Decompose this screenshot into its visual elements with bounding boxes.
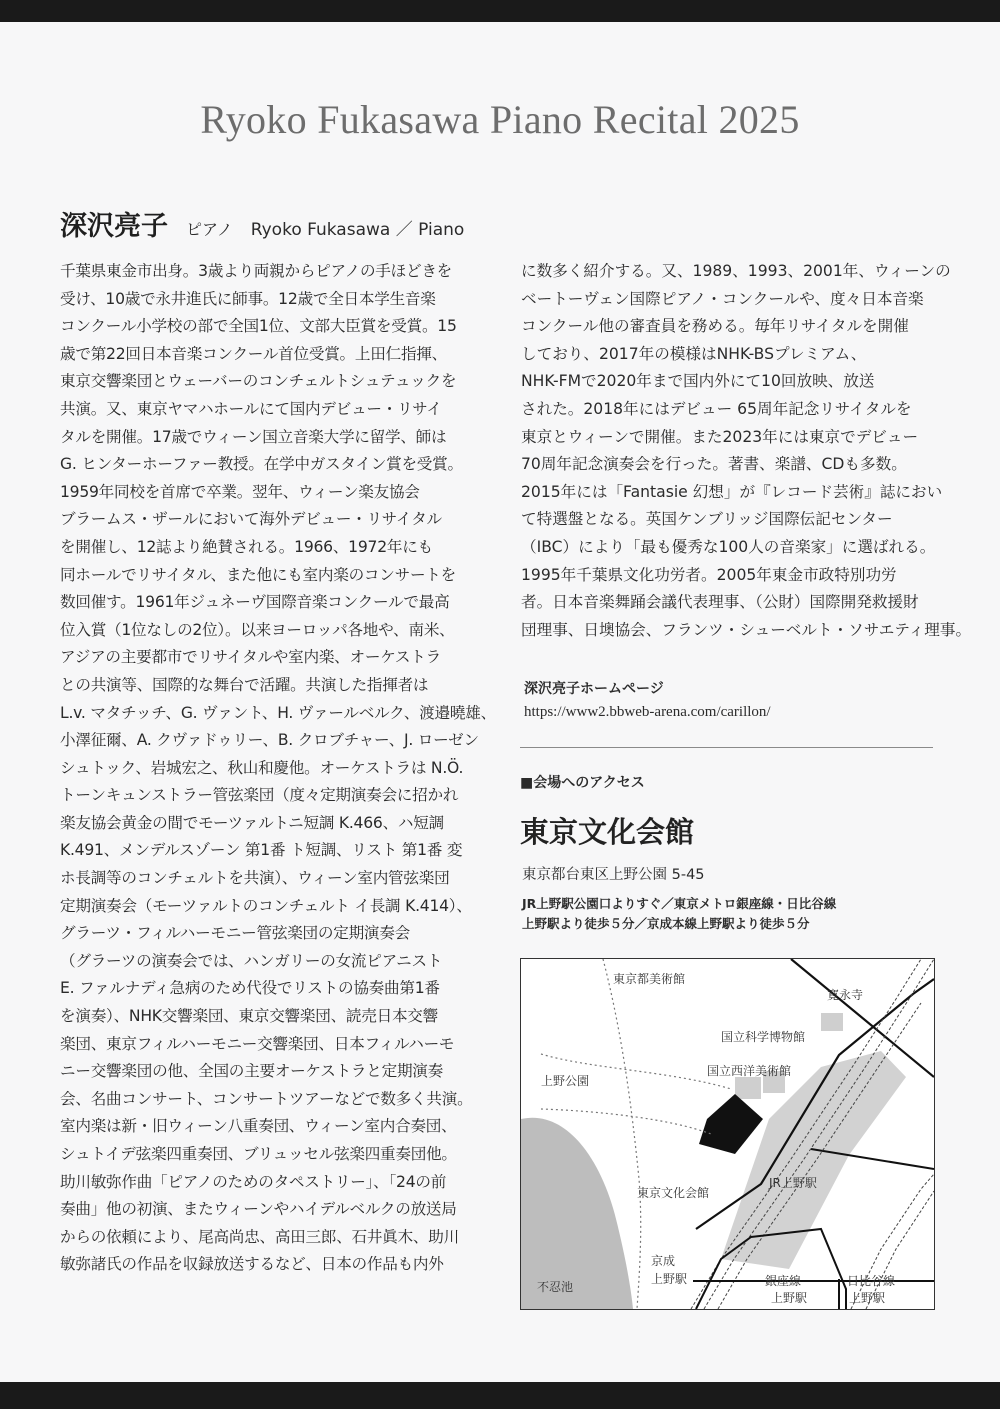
bio-line: NHK-FMで2020年まで国内外にて10回放映、放送 (521, 372, 875, 391)
bio-line: グラーツ・フィルハーモニー管弦楽団の定期演奏会 (60, 924, 410, 943)
map-label-kaneiji: 寛永寺 (827, 988, 864, 1002)
map-label-jr-ueno: JR上野駅 (769, 1176, 817, 1190)
bio-line: 東京交響楽団とウェーバーのコンチェルトシュテュックを (60, 372, 457, 391)
directions-line-1: JR上野駅公園口よりすぐ／東京メトロ銀座線・日比谷線 (522, 896, 837, 911)
bio-line: 数回催す。1961年ジュネーヴ国際音楽コンクールで最高 (60, 593, 450, 612)
artist-name-en: Ryoko Fukasawa ／ Piano (250, 220, 465, 240)
map-drawing (521, 959, 934, 1309)
museum-block (735, 1077, 761, 1099)
bio-column-left (60, 258, 496, 1279)
artist-role-jp: ピアノ (186, 220, 233, 239)
bio-line: シュトック、岩城宏之、秋山和慶他。オーケストラは N.Ö. (60, 758, 464, 777)
bunka-kaikan-building (699, 1094, 763, 1154)
directions-line-2: 上野駅より徒歩５分／京成本線上野駅より徒歩５分 (522, 916, 810, 931)
bio-line: 位入賞（1位なしの2位）。以来ヨーロッパ各地や、南米、 (60, 620, 455, 639)
bio-line: 共演。又、東京ヤマハホールにて国内デビュー・リサイ (60, 399, 442, 418)
map-label-western-art-museum: 国立西洋美術館 (707, 1064, 792, 1078)
bio-line: された。2018年にはデビュー 65周年記念リサイタルを (521, 399, 912, 418)
bio-line: ベートーヴェン国際ピアノ・コンクールや、度々日本音楽 (521, 289, 924, 308)
map-label-keisei-ueno: 京成 (651, 1254, 676, 1268)
bio-line: しており、2017年の模様はNHK-BSプレミアム、 (521, 344, 867, 363)
map-label-hibiya-ueno: 上野駅 (849, 1291, 886, 1305)
map-label-ginza-line: 銀座線 (765, 1274, 802, 1288)
bio-line: からの依頼により、尾高尚忠、高田三郎、石井眞木、助川 (60, 1227, 459, 1246)
bio-line: シュトイデ弦楽四重奏団、ブリュッセル弦楽四重奏団他。 (60, 1145, 457, 1163)
bio-line: 歳で第22回日本音楽コンクール首位受賞。上田仁指揮、 (60, 344, 447, 363)
access-section-label: ■会場へのアクセス (520, 775, 645, 791)
map-label-science-museum: 国立科学博物館 (721, 1030, 806, 1044)
section-divider (520, 747, 933, 748)
flyer-page (0, 22, 1000, 1382)
bio-line: ホ長調等のコンチェルトを共演）、ウィーン室内管弦楽団 (60, 869, 450, 888)
bio-line: ニー交響楽団の他、全国の主要オーケストラと定期演奏 (60, 1062, 443, 1081)
bio-line: コンクール他の審査員を務める。毎年リサイタルを開催 (521, 317, 909, 336)
bio-line: 助川敏弥作曲「ピアノのためのタペストリー」、「24の前 (60, 1172, 447, 1191)
bio-line: E. ファルナディ急病のため代役でリストの協奏曲第1番 (60, 979, 440, 998)
bio-line: を開催し、12誌より絶賛される。1966、1972年にも (60, 537, 433, 556)
bio-line: （IBC）により「最も優秀な100人の音楽家」に選ばれる。 (521, 537, 936, 556)
artist-name-jp: 深沢亮子 (60, 211, 168, 242)
bio-line: 2015年には「Fantasie 幻想」が『レコード芸術』誌におい (521, 482, 943, 501)
bio-line: を演奏）、NHK交響楽団、東京交響楽団、読売日本交響 (60, 1007, 438, 1026)
bio-line: 1959年同校を首席で卒業。翌年、ウィーン楽友協会 (60, 482, 420, 501)
bio-line: 定期演奏会（モーツァルトのコンチェルト イ長調 K.414）、 (60, 896, 472, 915)
bio-line: 奏曲」他の初演、またウィーンやハイデルベルクの放送局 (60, 1200, 457, 1219)
bio-line: 敏弥諸氏の作品を収録放送するなど、日本の作品も内外 (60, 1255, 444, 1274)
map-label-ueno-park: 上野公園 (541, 1074, 590, 1088)
bio-line: トーンキュンストラー管弦楽団（度々定期演奏会に招かれ (60, 786, 459, 805)
artist-heading (60, 204, 464, 243)
bio-line: 千葉県東金市出身。3歳より両親からピアノの手ほどきを (60, 262, 453, 280)
museum-block (821, 1013, 843, 1031)
bio-line: 会、名曲コンサート、コンサートツアーなどで数多く共演。 (60, 1089, 473, 1108)
venue-address: 東京都台東区上野公園 5-45 (522, 867, 705, 883)
map-label-tokyo-met-art-museum: 東京都美術館 (613, 972, 686, 986)
homepage-link[interactable]: https://www2.bbweb-arena.com/carillon/ (524, 704, 771, 720)
bio-line: 同ホールでリサイタル、また他にも室内楽のコンサートを (60, 565, 456, 584)
map-label-hibiya-line: 日比谷線 (847, 1274, 896, 1288)
bio-line: て特選盤となる。英国ケンブリッジ国際伝記センター (521, 510, 893, 529)
bio-line: G. ヒンターホーファー教授。在学中ガスタイン賞を受賞。 (60, 455, 463, 474)
bio-line: 東京とウィーンで開催。また2023年には東京でデビュー (521, 427, 919, 446)
bio-line: 団理事、日墺協会、フランツ・シューベルト・ソサエティ理事。 (521, 620, 972, 639)
bio-line: コンクール小学校の部で全国1位、文部大臣賞を受賞。15 (60, 317, 457, 336)
bio-line: 室内楽は新・旧ウィーン八重奏団、ウィーン室内合奏団、 (60, 1117, 457, 1136)
map-label-keisei-ueno-station: 上野駅 (651, 1272, 688, 1286)
bio-line: L.v. マタチッチ、G. ヴァント、H. ヴァールベルク、渡邉曉雄、 (60, 703, 496, 722)
map-label-shinobazu: 不忍池 (537, 1280, 574, 1294)
bio-line: 楽団、東京フィルハーモニー交響楽団、日本フィルハーモ (60, 1034, 455, 1053)
bio-line: 受け、10歳で永井進氏に師事。12歳で全日本学生音楽 (60, 289, 436, 308)
bio-line: K.491、メンデルスゾーン 第1番 ト短調、リスト 第1番 変 (60, 841, 463, 860)
map-label-ginza-ueno: 上野駅 (771, 1291, 808, 1305)
bio-line: （グラーツの演奏会では、ハンガリーの女流ピアニスト (60, 951, 443, 970)
bio-line: 1995年千葉県文化功労者。2005年東金市政特別功労 (521, 565, 897, 584)
map-label-bunka-kaikan: 東京文化会館 (637, 1186, 710, 1200)
bio-line: との共演等、国際的な舞台で活躍。共演した指揮者は (60, 675, 429, 694)
bio-line: 小澤征爾、A. クヴァドゥリー、B. クロブチャー、J. ローゼン (60, 731, 479, 750)
bio-line: 70周年記念演奏会を行った。著書、楽譜、CDも多数。 (521, 455, 907, 474)
bio-line: タルを開催。17歳でウィーン国立音楽大学に留学、師は (60, 427, 447, 446)
homepage-label: 深沢亮子ホームページ (524, 681, 664, 697)
bio-line: アジアの主要都市でリサイタルや室内楽、オーケストラ (60, 648, 441, 667)
bio-line: ブラームス・ザールにおいて海外デビュー・リサイタル (60, 510, 442, 529)
access-map (520, 958, 935, 1310)
bio-column-right (521, 258, 972, 644)
page-title: Ryoko Fukasawa Piano Recital 2025 (200, 97, 800, 142)
bio-line: 者。日本音楽舞踊会議代表理事、（公財）国際開発救援財 (521, 593, 919, 612)
bio-line: に数多く紹介する。又、1989、1993、2001年、ウィーンの (521, 262, 951, 280)
venue-name: 東京文化会館 (520, 815, 695, 849)
bio-line: 楽友協会黄金の間でモーツァルトニ短調 K.466、ハ短調 (60, 813, 444, 832)
